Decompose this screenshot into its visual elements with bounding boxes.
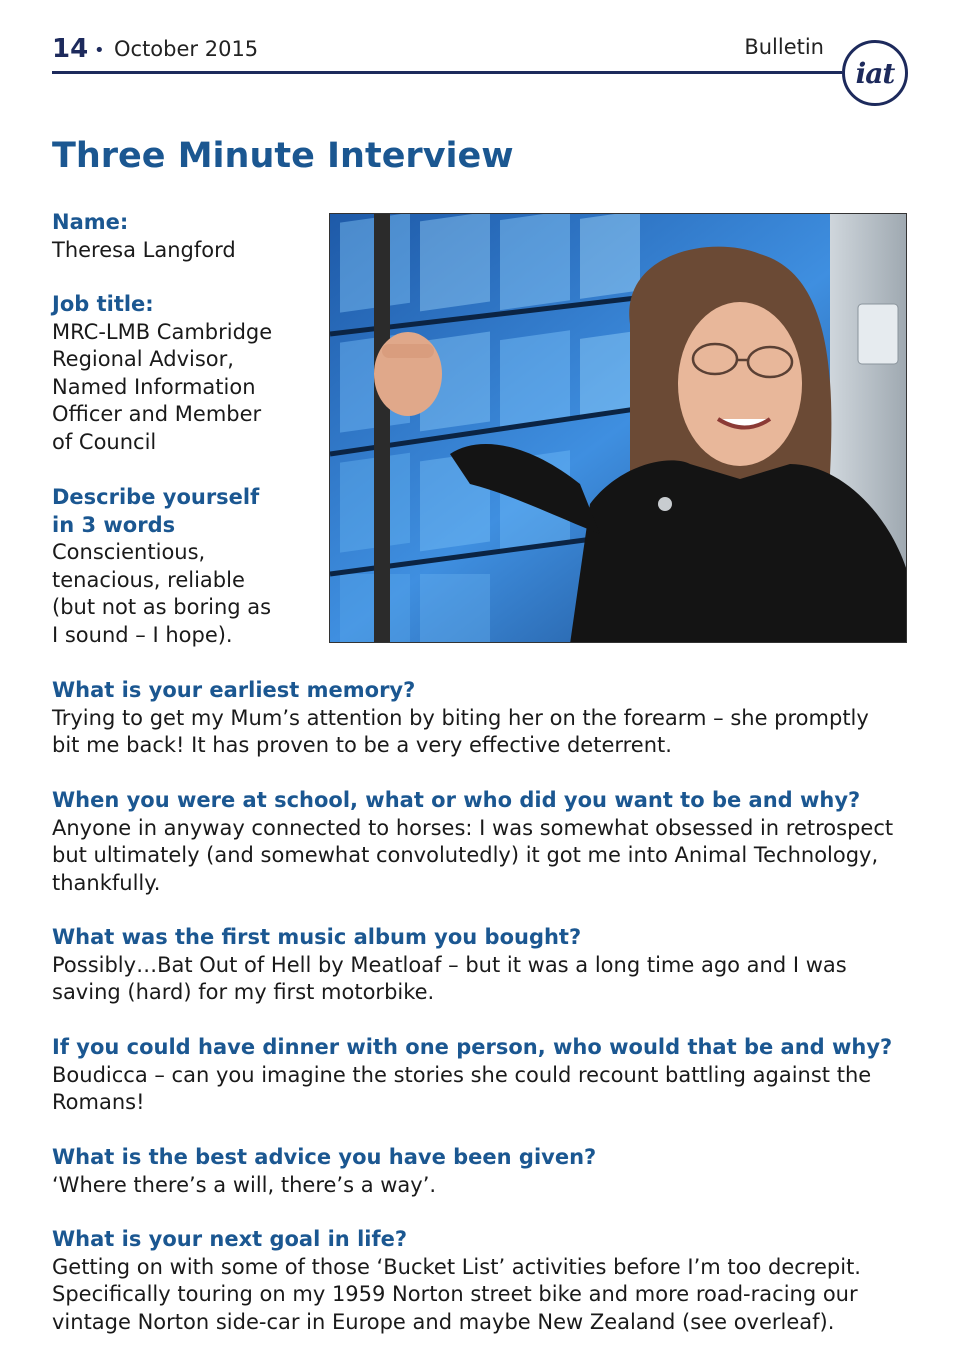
- separator-bullet: •: [94, 40, 105, 61]
- answer-line: but ultimately (and somewhat convolutedly) it got me into Animal Technology,: [52, 843, 879, 867]
- qa-first-album: [52, 924, 932, 1007]
- qa-best-advice: [52, 1144, 932, 1199]
- job-title-line: MRC-LMB Cambridge: [52, 319, 273, 344]
- describe-line: Conscientious,: [52, 540, 206, 564]
- page-number: 14: [52, 34, 89, 64]
- answer-line: bit me back! It has proven to be a very effective deterrent.: [52, 733, 672, 757]
- issue-date: October 2015: [114, 37, 259, 61]
- publication-name: Bulletin: [744, 35, 824, 59]
- answer-line: Specifically touring on my 1959 Norton street bike and more road-racing our: [52, 1282, 858, 1306]
- header-rule: [52, 71, 842, 74]
- job-title-line: Regional Advisor,: [52, 347, 234, 371]
- answer-line: Boudicca – can you imagine the stories she could recount battling against the: [52, 1062, 872, 1087]
- answer-line: Getting on with some of those ‘Bucket List’ activities before I’m too decrepit.: [52, 1254, 861, 1279]
- page-header: [52, 28, 824, 74]
- qa-dinner-guest: [52, 1034, 932, 1117]
- describe-label: Describe yourself: [52, 485, 260, 509]
- job-title-line: Named Information: [52, 374, 256, 399]
- job-title-field: [52, 291, 322, 456]
- describe-line: (but not as boring as: [52, 595, 272, 619]
- qa-earliest-memory: [52, 677, 932, 760]
- question-text: When you were at school, what or who did you want to be and why?: [52, 788, 861, 812]
- describe-field: [52, 484, 322, 649]
- portrait-photo: [329, 213, 907, 643]
- name-label: Name:: [52, 210, 129, 234]
- article-title: Three Minute Interview: [52, 136, 514, 176]
- iat-logo: [842, 40, 908, 106]
- describe-line: tenacious, reliable: [52, 567, 245, 592]
- qa-next-goal: [52, 1226, 932, 1336]
- describe-line: I sound – I hope).: [52, 622, 233, 647]
- answer-line: Possibly…Bat Out of Hell by Meatloaf – but it was a long time ago and I was: [52, 952, 847, 977]
- job-title-label: Job title:: [52, 292, 154, 316]
- answer-line: vintage Norton side-car in Europe and maybe New Zealand (see overleaf).: [52, 1309, 835, 1334]
- question-text: What is your next goal in life?: [52, 1227, 408, 1251]
- describe-label: in 3 words: [52, 512, 176, 537]
- question-text: What is the best advice you have been given?: [52, 1145, 597, 1169]
- question-text: What is your earliest memory?: [52, 678, 416, 702]
- name-value: Theresa Langford: [52, 237, 236, 262]
- question-text: What was the first music album you bought?: [52, 925, 582, 949]
- answer-line: Romans!: [52, 1090, 145, 1114]
- answer-line: Trying to get my Mum’s attention by biting her on the forearm – she promptly: [52, 705, 869, 730]
- logo-text: iat: [855, 56, 895, 90]
- answer-line: saving (hard) for my first motorbike.: [52, 980, 435, 1004]
- question-text: If you could have dinner with one person, who would that be and why?: [52, 1035, 893, 1059]
- portrait-illustration: [330, 214, 907, 643]
- qa-school-ambition: [52, 787, 932, 897]
- answer-line: ‘Where there’s a will, there’s a way’.: [52, 1172, 437, 1197]
- job-title-line: Officer and Member: [52, 402, 262, 426]
- name-field: [52, 209, 322, 264]
- answer-line: Anyone in anyway connected to horses: I was somewhat obsessed in retrospect: [52, 815, 894, 840]
- answer-line: thankfully.: [52, 870, 161, 895]
- job-title-line: of Council: [52, 429, 157, 454]
